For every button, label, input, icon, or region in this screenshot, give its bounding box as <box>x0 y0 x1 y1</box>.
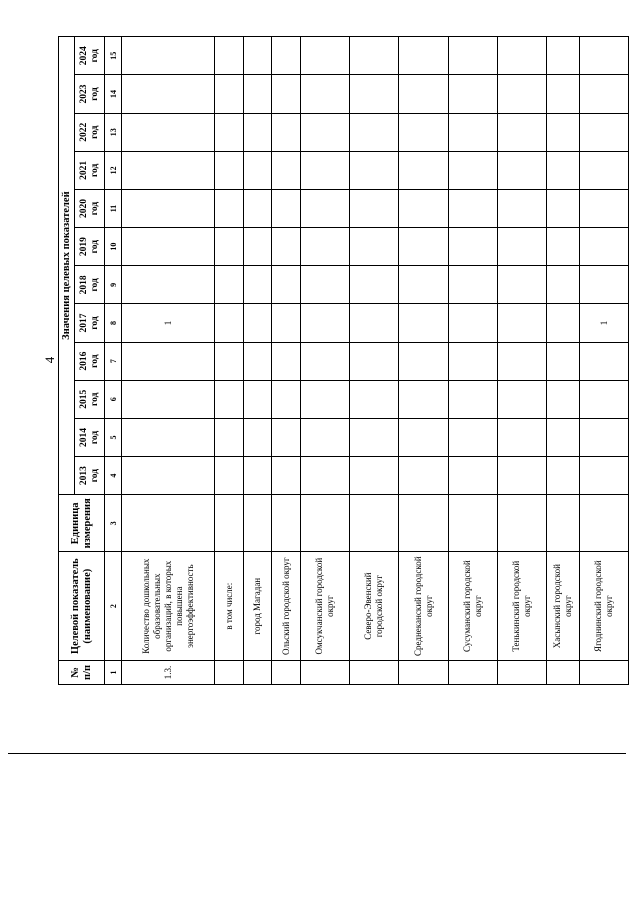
row-value-cell <box>300 418 349 456</box>
row-value-cell <box>497 75 546 113</box>
row-value-cell <box>547 457 579 495</box>
header-indicator: Целевой показатель (наименование) <box>59 552 105 660</box>
row-value-cell <box>547 380 579 418</box>
rotated-table-frame <box>58 36 629 685</box>
row-value-cell: 1 <box>579 304 628 342</box>
row-number <box>215 660 244 684</box>
row-value-cell <box>350 151 399 189</box>
row-value-cell <box>272 151 301 189</box>
row-value-cell <box>350 113 399 151</box>
row-value-cell <box>579 75 628 113</box>
row-value-cell <box>399 380 448 418</box>
header-year: 2023 год <box>75 75 105 113</box>
row-value-cell <box>497 151 546 189</box>
table-row <box>547 37 579 685</box>
row-value-cell <box>497 457 546 495</box>
row-value-cell <box>399 113 448 151</box>
row-unit <box>350 495 399 552</box>
table-row <box>300 37 349 685</box>
row-value-cell <box>215 342 244 380</box>
header-year: 2020 год <box>75 189 105 227</box>
row-value-cell <box>122 342 215 380</box>
row-value-cell <box>243 37 272 75</box>
header-year: 2015 год <box>75 380 105 418</box>
table-row <box>215 37 244 685</box>
row-value-cell <box>350 189 399 227</box>
row-value-cell <box>243 457 272 495</box>
row-value-cell <box>350 418 399 456</box>
header-values-group: Значения целевых показателей <box>59 37 75 495</box>
row-value-cell <box>122 228 215 266</box>
row-value-cell <box>497 113 546 151</box>
row-value-cell <box>547 75 579 113</box>
row-value-cell <box>448 189 497 227</box>
column-number: 6 <box>105 380 122 418</box>
row-value-cell <box>122 75 215 113</box>
row-value-cell <box>579 113 628 151</box>
row-value-cell <box>350 457 399 495</box>
row-value-cell <box>300 113 349 151</box>
row-value-cell <box>579 228 628 266</box>
column-number: 13 <box>105 113 122 151</box>
row-unit <box>243 495 272 552</box>
column-number: 10 <box>105 228 122 266</box>
row-value-cell <box>300 380 349 418</box>
row-value-cell <box>579 189 628 227</box>
row-value-cell <box>497 342 546 380</box>
row-value-cell <box>350 266 399 304</box>
row-value-cell <box>350 228 399 266</box>
footer-divider <box>8 753 626 754</box>
row-value-cell <box>122 37 215 75</box>
row-value-cell <box>215 457 244 495</box>
row-value-cell <box>243 380 272 418</box>
row-value-cell <box>243 342 272 380</box>
row-value-cell <box>300 304 349 342</box>
row-value-cell <box>399 228 448 266</box>
row-value-cell <box>448 75 497 113</box>
column-number: 15 <box>105 37 122 75</box>
row-value-cell <box>215 151 244 189</box>
row-indicator-name: Количество дошкольных образовательных организаций, в которых повышена энергоэффективность <box>122 552 215 660</box>
header-year: 2016 год <box>75 342 105 380</box>
row-value-cell <box>215 304 244 342</box>
row-value-cell <box>272 228 301 266</box>
page-number: 4 <box>42 356 57 364</box>
row-value-cell <box>300 151 349 189</box>
row-value-cell <box>272 342 301 380</box>
header-year: 2024 год <box>75 37 105 75</box>
row-unit <box>399 495 448 552</box>
row-value-cell <box>272 304 301 342</box>
row-value-cell <box>243 151 272 189</box>
row-value-cell <box>350 380 399 418</box>
row-value-cell <box>272 113 301 151</box>
row-value-cell <box>547 228 579 266</box>
table-row <box>272 37 301 685</box>
row-value-cell <box>497 189 546 227</box>
row-value-cell <box>300 342 349 380</box>
row-value-cell <box>547 37 579 75</box>
row-value-cell <box>300 75 349 113</box>
row-value-cell <box>350 304 399 342</box>
row-value-cell <box>243 113 272 151</box>
row-value-cell <box>547 304 579 342</box>
row-number <box>448 660 497 684</box>
column-number: 5 <box>105 418 122 456</box>
row-value-cell <box>399 37 448 75</box>
column-number: 11 <box>105 189 122 227</box>
row-value-cell <box>300 37 349 75</box>
row-value-cell <box>243 189 272 227</box>
row-value-cell <box>272 266 301 304</box>
row-value-cell <box>497 418 546 456</box>
header-year: 2017 год <box>75 304 105 342</box>
row-value-cell <box>448 457 497 495</box>
row-value-cell <box>399 266 448 304</box>
row-value-cell <box>448 37 497 75</box>
row-unit <box>272 495 301 552</box>
row-value-cell <box>497 37 546 75</box>
row-indicator-name: город Магадан <box>243 552 272 660</box>
row-value-cell <box>215 113 244 151</box>
row-value-cell <box>243 418 272 456</box>
header-year: 2021 год <box>75 151 105 189</box>
row-value-cell <box>272 189 301 227</box>
row-indicator-name: Среднеканский городской округ <box>399 552 448 660</box>
row-value-cell <box>579 342 628 380</box>
row-value-cell <box>300 266 349 304</box>
row-indicator-name: Ягоднинский городской округ <box>579 552 628 660</box>
row-value-cell <box>272 37 301 75</box>
row-value-cell <box>547 342 579 380</box>
row-value-cell <box>399 189 448 227</box>
row-value-cell <box>448 418 497 456</box>
row-value-cell <box>272 418 301 456</box>
row-value-cell <box>579 418 628 456</box>
row-unit <box>547 495 579 552</box>
row-value-cell <box>300 189 349 227</box>
row-indicator-name: Ольский городской округ <box>272 552 301 660</box>
column-number: 3 <box>105 495 122 552</box>
row-value-cell <box>122 151 215 189</box>
row-value-cell <box>547 151 579 189</box>
row-value-cell <box>579 266 628 304</box>
row-unit <box>300 495 349 552</box>
row-indicator-name: в том числе: <box>215 552 244 660</box>
row-unit <box>448 495 497 552</box>
row-unit <box>215 495 244 552</box>
row-number: 1.3. <box>122 660 215 684</box>
row-value-cell <box>448 380 497 418</box>
row-value-cell <box>215 418 244 456</box>
header-year: 2013 год <box>75 457 105 495</box>
column-number: 8 <box>105 304 122 342</box>
row-value-cell <box>579 380 628 418</box>
row-value-cell: 1 <box>122 304 215 342</box>
row-value-cell <box>243 228 272 266</box>
row-value-cell <box>122 380 215 418</box>
row-number <box>497 660 546 684</box>
row-unit <box>497 495 546 552</box>
row-value-cell <box>122 457 215 495</box>
row-value-cell <box>272 380 301 418</box>
row-indicator-name: Тенькинский городской округ <box>497 552 546 660</box>
row-value-cell <box>272 75 301 113</box>
row-value-cell <box>399 457 448 495</box>
row-value-cell <box>399 304 448 342</box>
row-value-cell <box>215 189 244 227</box>
column-number: 7 <box>105 342 122 380</box>
row-value-cell <box>497 266 546 304</box>
row-number <box>243 660 272 684</box>
row-value-cell <box>547 266 579 304</box>
row-indicator-name: Омсукчанский городской округ <box>300 552 349 660</box>
row-value-cell <box>350 37 399 75</box>
row-number <box>579 660 628 684</box>
row-value-cell <box>448 304 497 342</box>
row-value-cell <box>243 75 272 113</box>
row-value-cell <box>243 266 272 304</box>
row-unit <box>579 495 628 552</box>
row-value-cell <box>215 380 244 418</box>
row-value-cell <box>122 189 215 227</box>
column-number: 4 <box>105 457 122 495</box>
table-row <box>579 37 628 685</box>
table-row <box>122 37 215 685</box>
row-number <box>272 660 301 684</box>
row-value-cell <box>122 418 215 456</box>
row-number <box>350 660 399 684</box>
row-value-cell <box>448 113 497 151</box>
row-value-cell <box>215 228 244 266</box>
row-indicator-name: Хасынский городской округ <box>547 552 579 660</box>
row-value-cell <box>448 228 497 266</box>
row-value-cell <box>215 266 244 304</box>
column-number: 12 <box>105 151 122 189</box>
row-value-cell <box>399 151 448 189</box>
indicators-table <box>58 36 629 685</box>
row-value-cell <box>547 113 579 151</box>
table-row <box>497 37 546 685</box>
row-value-cell <box>300 457 349 495</box>
row-value-cell <box>399 342 448 380</box>
row-value-cell <box>272 457 301 495</box>
column-number: 1 <box>105 660 122 684</box>
row-value-cell <box>497 380 546 418</box>
table-row <box>350 37 399 685</box>
row-unit <box>122 495 215 552</box>
column-number: 9 <box>105 266 122 304</box>
header-year: 2022 год <box>75 113 105 151</box>
row-value-cell <box>448 342 497 380</box>
row-value-cell <box>579 457 628 495</box>
row-number <box>300 660 349 684</box>
row-value-cell <box>497 304 546 342</box>
header-year: 2019 год <box>75 228 105 266</box>
row-value-cell <box>547 189 579 227</box>
row-value-cell <box>497 228 546 266</box>
row-value-cell <box>448 266 497 304</box>
row-value-cell <box>300 228 349 266</box>
indicators-table-container <box>58 36 629 685</box>
table-row <box>243 37 272 685</box>
header-unit: Единица измерения <box>59 495 105 552</box>
header-year: 2014 год <box>75 418 105 456</box>
row-value-cell <box>399 418 448 456</box>
table-row <box>448 37 497 685</box>
row-indicator-name: Северо-Эвенский городской округ <box>350 552 399 660</box>
row-value-cell <box>350 75 399 113</box>
column-number: 14 <box>105 75 122 113</box>
row-value-cell <box>448 151 497 189</box>
row-value-cell <box>122 113 215 151</box>
row-value-cell <box>243 304 272 342</box>
row-value-cell <box>122 266 215 304</box>
table-row <box>399 37 448 685</box>
row-value-cell <box>547 418 579 456</box>
row-number <box>399 660 448 684</box>
row-value-cell <box>579 37 628 75</box>
row-value-cell <box>399 75 448 113</box>
header-year: 2018 год <box>75 266 105 304</box>
row-value-cell <box>215 75 244 113</box>
column-number: 2 <box>105 552 122 660</box>
row-indicator-name: Сусуманский городской округ <box>448 552 497 660</box>
row-value-cell <box>350 342 399 380</box>
row-number <box>547 660 579 684</box>
row-value-cell <box>579 151 628 189</box>
header-num: № п/п <box>59 660 105 684</box>
row-value-cell <box>215 37 244 75</box>
